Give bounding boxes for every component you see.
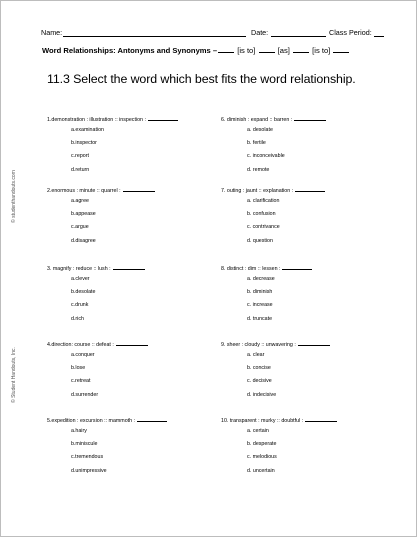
answer-option[interactable]: b. desperate <box>247 441 277 448</box>
question-stem <box>47 415 222 425</box>
question-6 <box>219 114 394 177</box>
answer-option[interactable]: c.report <box>71 153 89 160</box>
question-stem-text: 9. sheer : cloudy :: unwavering : <box>221 342 296 348</box>
answer-blank[interactable] <box>294 114 326 121</box>
question-9 <box>219 339 394 402</box>
question-stem <box>47 114 222 124</box>
answer-option[interactable]: d.surrender <box>71 391 99 398</box>
answer-option[interactable]: b. diminish <box>247 289 273 296</box>
site-credit: © studenthandouts.com <box>11 170 17 223</box>
question-4 <box>47 339 222 402</box>
answer-option[interactable]: a. clarification <box>247 198 280 204</box>
answer-option[interactable]: b.appease <box>71 211 96 218</box>
answer-blank[interactable] <box>123 185 155 192</box>
analogy-blank-2 <box>259 45 275 53</box>
answer-option[interactable]: a.conquer <box>71 352 95 358</box>
answer-option[interactable]: b. fertile <box>247 140 266 147</box>
title-text: Word Relationships: Antonyms and Synonyms – <box>42 46 218 55</box>
answer-option[interactable]: b.lose <box>71 365 86 372</box>
answer-option[interactable]: c. decisive <box>247 378 272 385</box>
answer-option[interactable]: c.argue <box>71 224 89 231</box>
copyright-credit: © Student Handouts, Inc. <box>11 347 17 403</box>
question-stem <box>219 339 394 349</box>
question-stem-text: 10. transparent : murky :: doubtful : <box>221 418 304 424</box>
answer-blank[interactable] <box>298 339 330 346</box>
answer-option[interactable]: d. remote <box>247 166 270 173</box>
question-stem-text: 8. distinct : dim :: lessen : <box>221 266 281 272</box>
is-to-label-1: [is to] <box>237 46 256 55</box>
question-stem <box>219 263 394 273</box>
question-stem-text: 5.expedition : excursion :: mammoth : <box>47 418 136 424</box>
answer-option[interactable]: d.rich <box>71 315 84 322</box>
answer-blank[interactable] <box>305 415 337 422</box>
answer-blank[interactable] <box>113 263 145 270</box>
question-stem-text: 4.direction: course :: defeat : <box>47 342 114 348</box>
question-stem <box>219 114 394 124</box>
question-5 <box>47 415 222 478</box>
question-stem-text: 1.demonstration : illustration :: inspection : <box>47 117 146 123</box>
question-stem <box>219 185 394 195</box>
analogy-blank-4 <box>333 45 349 53</box>
question-stem-text: 7. outing : jaunt :: explanation : <box>221 188 294 194</box>
answer-option[interactable]: c.retreat <box>71 378 91 385</box>
answer-blank[interactable] <box>295 185 325 192</box>
question-stem-text: 2.enormous : minute :: quarrel : <box>47 188 121 194</box>
answer-option[interactable]: c. increase <box>247 302 273 309</box>
answer-option[interactable]: b.desolate <box>71 289 96 296</box>
answer-option[interactable]: d. truncate <box>247 315 273 322</box>
answer-option[interactable]: b. concise <box>247 365 271 372</box>
answer-option[interactable]: d.return <box>71 166 90 173</box>
instructions: 11.3 Select the word which best fits the word relationship. <box>47 72 356 86</box>
answer-option[interactable]: d. question <box>247 237 273 244</box>
answer-option[interactable]: a. decrease <box>247 276 275 282</box>
answer-option[interactable]: c. inconceivable <box>247 153 285 160</box>
question-stem-text: 3. magnify : reduce :: lush : <box>47 266 111 272</box>
answer-blank[interactable] <box>282 263 312 270</box>
question-3 <box>47 263 222 326</box>
answer-option[interactable]: b.miniscule <box>71 441 98 448</box>
answer-option[interactable]: b.inspector <box>71 140 97 147</box>
answer-option[interactable]: c.tremendous <box>71 454 104 461</box>
name-field[interactable] <box>63 36 246 37</box>
answer-option[interactable]: c.drunk <box>71 302 89 309</box>
answer-blank[interactable] <box>116 339 148 346</box>
name-label: Name: <box>41 28 63 37</box>
answer-option[interactable]: a.examination <box>71 127 104 133</box>
question-2 <box>47 185 222 248</box>
answer-option[interactable]: a. certain <box>247 428 269 434</box>
answer-option[interactable]: a. desolate <box>247 127 273 133</box>
answer-option[interactable]: d. uncertain <box>247 467 275 474</box>
date-label: Date: <box>251 28 269 37</box>
answer-option[interactable]: a. clear <box>247 352 265 358</box>
as-label: [as] <box>277 46 290 55</box>
date-field[interactable] <box>271 36 326 37</box>
question-stem-text: 6. diminish : expand :: barren : <box>221 117 293 123</box>
answer-option[interactable]: a.agree <box>71 198 89 204</box>
class-period-label: Class Period: <box>329 28 372 37</box>
answer-option[interactable]: c. melodious <box>247 454 277 461</box>
answer-option[interactable]: a.hairy <box>71 428 87 434</box>
analogy-blank-3 <box>293 45 309 53</box>
question-stem <box>47 185 222 195</box>
question-8 <box>219 263 394 326</box>
worksheet-title <box>42 45 392 55</box>
answer-option[interactable]: d.unimpressive <box>71 467 107 474</box>
answer-option[interactable]: b. confusion <box>247 211 276 218</box>
sidebar-credits <box>11 151 21 411</box>
question-stem <box>47 339 222 349</box>
question-stem <box>47 263 222 273</box>
class-period-field[interactable] <box>374 36 384 37</box>
question-7 <box>219 185 394 248</box>
analogy-blank-1 <box>218 45 234 53</box>
answer-option[interactable]: d.disagree <box>71 237 96 244</box>
question-10 <box>219 415 394 478</box>
answer-blank[interactable] <box>148 114 178 121</box>
answer-blank[interactable] <box>137 415 167 422</box>
answer-option[interactable]: a.clever <box>71 276 90 282</box>
answer-option[interactable]: c. contrivance <box>247 224 280 231</box>
question-stem <box>219 415 394 425</box>
question-1 <box>47 114 222 177</box>
is-to-label-2: [is to] <box>312 46 331 55</box>
answer-option[interactable]: d. indecisive <box>247 391 277 398</box>
